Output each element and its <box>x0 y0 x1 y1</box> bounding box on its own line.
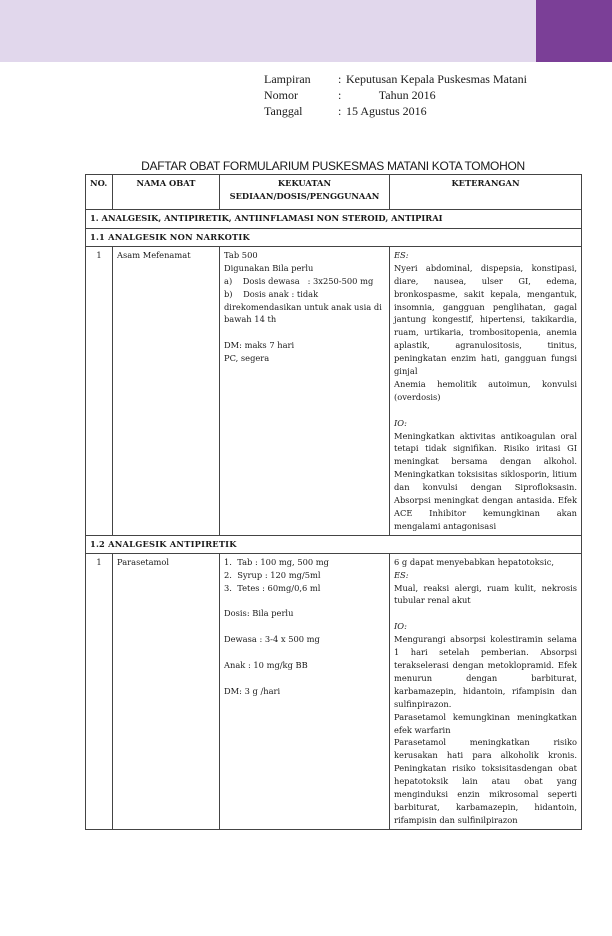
spacer <box>224 646 385 659</box>
kekuatan-line: direkomendasikan untuk anak usia di bawah 14 th <box>224 301 382 325</box>
header-kekuatan-line1: KEKUATAN <box>277 178 332 188</box>
cell-nama-obat: Parasetamol <box>113 553 220 829</box>
meta-separator: : <box>338 104 342 118</box>
cell-keterangan <box>390 553 582 829</box>
meta-value: 15 Agustus 2016 <box>346 104 427 118</box>
table-row <box>86 246 582 535</box>
es-text: Anemia hemolitik autoimun, konvulsi (overdosis) <box>394 378 577 402</box>
cell-no: 1 <box>86 246 113 535</box>
header-kekuatan <box>220 175 390 210</box>
meta-value: Tahun 2016 <box>346 88 436 102</box>
io-text: Parasetamol kemungkinan meningkatkan efek warfarin <box>394 711 577 735</box>
io-text: Mengurangi absorpsi kolestiramin selama 1 hari setelah pemberian. Absorpsi terakselerasi dengan metoklopramid. Efek menurun dengan barbiturat, karbamazepin, hidantoin, rifampisin dan sulfinpirazon. <box>394 634 577 709</box>
subsection-row <box>86 535 582 553</box>
header-accent-block <box>536 0 612 62</box>
io-label: IO: <box>394 417 407 428</box>
meta-label: Lampiran <box>264 72 311 86</box>
cell-nama-obat: Asam Mefenamat <box>113 246 220 535</box>
kekuatan-line: DM: maks 7 hari <box>224 340 295 351</box>
meta-label: Tanggal <box>264 104 303 118</box>
kekuatan-line: Tab 500 <box>224 249 258 260</box>
io-text: Parasetamol meningkatkan risiko kerusakan hati para alkoholik kronis. Peningkatan risiko toksisitasdengan obat hepatotoksik lain atau obat yang menginduksi enzin mikrosomal seperti barbiturat, karbamazepin, hidantoin, rifampisin dan sulfinilpirazon <box>394 737 577 825</box>
spacer <box>224 620 385 633</box>
table-row <box>86 553 582 829</box>
spacer <box>224 594 385 607</box>
kekuatan-line: a) Dosis dewasa : 3x250-500 mg <box>224 275 374 286</box>
subsection-row <box>86 229 582 247</box>
meta-label: Nomor <box>264 88 298 102</box>
meta-row-nomor <box>264 87 527 103</box>
keterangan-text: 6 g dapat menyebabkan hepatotoksic, <box>394 556 554 567</box>
kekuatan-line: PC, segera <box>224 353 270 364</box>
cell-kekuatan <box>220 246 390 535</box>
spacer <box>224 672 385 685</box>
kekuatan-line: 2. Syrup : 120 mg/5ml <box>224 569 321 580</box>
subsection-title: 1.2 ANALGESIK ANTIPIRETIK <box>86 535 582 553</box>
kekuatan-line: Dosis: Bila perlu <box>224 608 294 619</box>
kekuatan-line: 3. Tetes : 60mg/0,6 ml <box>224 582 321 593</box>
io-text: Meningkatkan aktivitas antikoagulan oral tetapi tidak signifikan. Risiko iritasi GI meningkat bersama dengan alkohol. Meningkatkan toksisitas siklosporin, litium dan konvulsi dengan Siprofloksasin. Absorpsi meningkat dengan antasida. Efek ACE Inhibitor kemungkinan akan mengalami antagonisasi <box>394 430 577 531</box>
header-band <box>0 0 612 62</box>
meta-row-lampiran <box>264 71 527 87</box>
document-title: DAFTAR OBAT FORMULARIUM PUSKESMAS MATANI KOTA TOMOHON <box>141 159 525 173</box>
es-text: Mual, reaksi alergi, ruam kulit, nekrosis tubular renal akut <box>394 582 577 606</box>
kekuatan-line: Digunakan Bila perlu <box>224 262 314 273</box>
meta-separator: : <box>338 88 342 102</box>
spacer <box>394 607 577 620</box>
es-label: ES: <box>394 569 409 580</box>
kekuatan-line: 1. Tab : 100 mg, 500 mg <box>224 556 329 567</box>
es-text: Nyeri abdominal, dispepsia, konstipasi, diare, nausea, ulser GI, edema, bronkospasme, sakit kepala, mengantuk, insomnia, gangguan penglihatan, gagal jantung kongestif, hipertensi, takikardia, ruam, urtikaria, trombositopenia, anemia aplastik, agranulositosis, tinitus, peningkatan enzim hati, gangguan fungsi ginjal <box>394 262 577 377</box>
es-label: ES: <box>394 249 409 260</box>
section-title: 1. ANALGESIK, ANTIPIRETIK, ANTIINFLAMASI NON STEROID, ANTIPIRAI <box>86 210 582 229</box>
formulary-table <box>85 174 582 830</box>
cell-keterangan <box>390 246 582 535</box>
kekuatan-line: Dewasa : 3-4 x 500 mg <box>224 634 320 645</box>
meta-separator: : <box>338 72 342 86</box>
subsection-title: 1.1 ANALGESIK NON NARKOTIK <box>86 229 582 247</box>
document-meta <box>264 71 527 119</box>
meta-row-tanggal <box>264 103 527 119</box>
header-keterangan: KETERANGAN <box>390 175 582 210</box>
kekuatan-line: b) Dosis anak : tidak <box>224 288 319 299</box>
section-row <box>86 210 582 229</box>
cell-kekuatan <box>220 553 390 829</box>
table-header-row <box>86 175 582 210</box>
io-label: IO: <box>394 621 407 632</box>
spacer <box>394 404 577 417</box>
cell-no: 1 <box>86 553 113 829</box>
header-nama-obat: NAMA OBAT <box>113 175 220 210</box>
header-kekuatan-line2: SEDIAAN/DOSIS/PENGGUNAAN <box>229 190 380 201</box>
kekuatan-line: DM: 3 g /hari <box>224 685 281 696</box>
meta-value: Keputusan Kepala Puskesmas Matani <box>346 72 527 86</box>
header-no: NO. <box>86 175 113 210</box>
spacer <box>224 326 385 339</box>
kekuatan-line: Anak : 10 mg/kg BB <box>224 659 308 670</box>
